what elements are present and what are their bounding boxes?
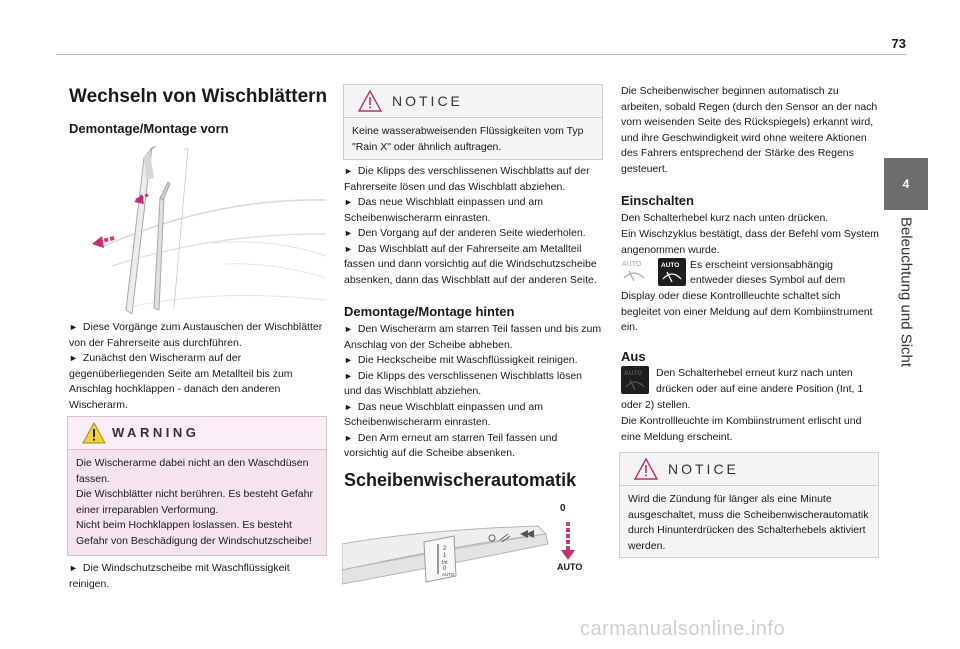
svg-text:1: 1 (443, 553, 447, 559)
notice-title: NOTICE (668, 461, 739, 477)
on-text-3c: Display oder diese Kontrollleuchte schaltet sich begleitet von einer Meldung auf dem Kombiinstrument ein. (621, 290, 873, 333)
svg-text:AUTO: AUTO (661, 262, 680, 269)
auto-wiper-outline-icon (621, 258, 647, 286)
notice-box-2 (619, 452, 879, 558)
off-text-2: Die Kontrollleuchte im Kombiinstrument erlischt und eine Meldung erscheint. (621, 415, 862, 443)
step-item: ► Die Klipps des verschlissenen Wischblatts auf der Fahrerseite lösen und das Wischblatt abziehen. (344, 165, 590, 193)
notice-text: Wird die Zündung für länger als eine Minute ausgeschaltet, muss die Scheibenwischerautomatik durch Hinunterdrücken des Schalterhebels aktiviert werden. (628, 493, 869, 552)
on-heading: Einschalten (621, 193, 694, 208)
step-item: ► Zunächst den Wischerarm auf der gegenüberliegenden Seite am Metallteil bis zum Anschlag hochklappen - danach den anderen Wischerarm. (69, 352, 293, 411)
notice-triangle-icon (358, 90, 382, 112)
step-item: ► Die Heckscheibe mit Waschflüssigkeit reinigen. (344, 354, 578, 366)
step-item: ► Das Wischblatt auf der Fahrerseite am Metallteil fassen und dann vorsichtig auf die Windschutzscheibe absenken, dann das Wischblatt auf der anderen Seite. (344, 242, 597, 286)
front-steps-continued (344, 164, 602, 288)
svg-text:Int: Int (442, 560, 448, 566)
notice-header (344, 85, 602, 118)
auto-wiper-title: Scheibenwischerautomatik (344, 470, 577, 490)
notice-body (344, 118, 602, 161)
svg-text:AUTO: AUTO (624, 370, 643, 377)
stalk-label-auto: AUTO (557, 562, 583, 572)
warning-line: Die Wischerarme dabei nicht an den Waschdüsen fassen. (76, 457, 309, 485)
off-text-1b: drücken oder auf eine andere Position (Int, 1 oder 2) stellen. (621, 383, 864, 411)
notice-title: NOTICE (392, 93, 463, 109)
warning-body (68, 450, 326, 555)
svg-text:0: 0 (443, 566, 447, 572)
off-heading: Aus (621, 349, 646, 364)
chapter-label: Beleuchtung und Sicht (897, 216, 915, 368)
auto-intro-text: Die Scheibenwischer beginnen automatisch zu arbeiten, sobald Regen (durch den Sensor an der nach vorn weisenden Seite des Rückspiegels) erkannt wird, und ihre Geschwindigkeit wird ohne weitere Aktionen des Fahrers entsprechend der Stärke des Regens gesteuert. (621, 85, 878, 175)
on-text-3b: entweder dieses Symbol auf dem (690, 274, 846, 286)
header-rule (56, 54, 906, 55)
warning-line: Die Wischblätter nicht berühren. Es besteht Gefahr einer irreparablen Verformung. (76, 488, 313, 516)
rear-heading: Demontage/Montage hinten (344, 304, 515, 319)
step-item: ► Den Wischerarm am starren Teil fassen und bis zum Anschlag von der Scheibe abheben. (344, 323, 602, 351)
svg-text:AUTO: AUTO (622, 261, 642, 268)
off-text-1a: Den Schalterhebel erneut kurz nach unten (656, 367, 853, 379)
front-steps-list (69, 320, 327, 413)
wiper-front-illustration (64, 138, 329, 314)
final-step: ► Die Windschutzscheibe mit Waschflüssigkeit reinigen. (69, 562, 290, 590)
watermark: carmanualsonline.info (580, 618, 786, 640)
wiper-stalk-illustration (342, 500, 586, 586)
warning-triangle-icon (82, 422, 106, 444)
stalk-label-zero: 0 (560, 503, 566, 514)
on-text-2: Ein Wischzyklus bestätigt, dass der Befehl vom System angenommen wurde. (621, 228, 879, 256)
warning-line: Nicht beim Hochklappen loslassen. Es besteht Gefahr von Beschädigung der Windschutzscheibe! (76, 519, 312, 547)
warning-header (68, 417, 326, 450)
auto-wiper-indicator-icon (658, 258, 686, 286)
on-text-1: Den Schalterhebel kurz nach unten drücken. (621, 212, 829, 224)
step-item: ► Das neue Wischblatt einpassen und am Scheibenwischerarm einrasten. (344, 400, 543, 428)
notice-box-1 (343, 84, 603, 160)
warning-title: WARNING (112, 425, 200, 440)
step-item: ► Das neue Wischblatt einpassen und am Scheibenwischerarm einrasten. (344, 196, 543, 224)
chapter-tab[interactable]: 4 (884, 158, 928, 210)
step-item: ► Diese Vorgänge zum Austauschen der Wischblätter von der Fahrerseite aus durchführen. (69, 321, 323, 349)
svg-text:AUTO: AUTO (442, 572, 455, 577)
page-number: 73 (891, 36, 906, 51)
front-heading: Demontage/Montage vorn (69, 121, 229, 136)
step-item: ► Den Vorgang auf der anderen Seite wiederholen. (344, 227, 586, 239)
step-item: ► Den Arm erneut am starren Teil fassen und vorsichtig auf die Scheibe absenken. (344, 431, 558, 459)
notice-text: Keine wasserabweisenden Flüssigkeiten vom Typ "Rain X" oder ähnlich auftragen. (352, 125, 584, 153)
warning-box (67, 416, 327, 556)
notice-triangle-icon (634, 458, 658, 480)
section-title: Wechseln von Wischblättern (69, 86, 328, 107)
rear-steps-list (344, 322, 602, 462)
notice-body (620, 486, 878, 560)
notice-header (620, 453, 878, 486)
step-item: ► Die Klipps des verschlissenen Wischblatts lösen und das Wischblatt abziehen. (344, 369, 583, 397)
svg-text:2: 2 (443, 546, 447, 552)
on-text-3a: Es erscheint versionsabhängig (690, 259, 834, 271)
